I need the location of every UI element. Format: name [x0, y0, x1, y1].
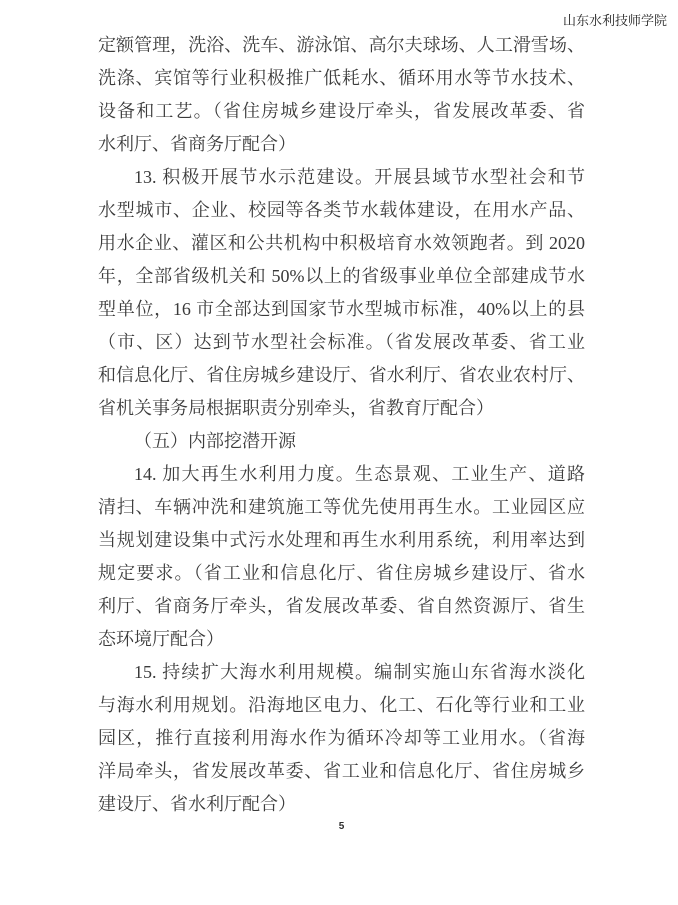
text-line: 当规划建设集中式污水处理和再生水利用系统，利用率达到 [98, 530, 585, 550]
page-number: 5 [338, 821, 345, 832]
text-line: 14. 加大再生水利用力度。生态景观、工业生产、道路 [134, 464, 585, 484]
text-line: 洗涤、宾馆等行业积极推广低耗水、循环用水等节水技术、 [98, 68, 585, 88]
text-line: （五）内部挖潜开源 [134, 431, 296, 451]
text-line: 定额管理，洗浴、洗车、游泳馆、高尔夫球场、人工滑雪场、 [98, 35, 585, 55]
text-line: 态环境厅配合） [98, 629, 224, 649]
text-line: 省机关事务局根据职责分别牵头，省教育厅配合） [98, 398, 494, 418]
document-lines [98, 29, 585, 821]
text-line: 水型城市、企业、校园等各类节水载体建设，在用水产品、 [98, 200, 585, 220]
text-line: 15. 持续扩大海水利用规模。编制实施山东省海水淡化 [134, 662, 585, 682]
text-line: 型单位，16 市全部达到国家节水型城市标准，40%以上的县 [98, 299, 585, 319]
page-header-school-name: 山东水利技师学院 [562, 13, 667, 28]
text-line: 用水企业、灌区和公共机构中积极培育水效领跑者。到 2020 [98, 233, 585, 253]
text-line: 利厅、省商务厅牵头，省发展改革委、省自然资源厅、省生 [98, 596, 585, 616]
text-line: 与海水利用规划。沿海地区电力、化工、石化等行业和工业 [98, 695, 585, 715]
text-line: 洋局牵头，省发展改革委、省工业和信息化厅、省住房城乡 [98, 761, 585, 781]
text-line: 设备和工艺。（省住房城乡建设厅牵头，省发展改革委、省 [98, 101, 585, 121]
text-line: （市、区）达到节水型社会标准。（省发展改革委、省工业 [98, 332, 585, 352]
text-line: 规定要求。（省工业和信息化厅、省住房城乡建设厅、省水 [98, 563, 585, 583]
text-line: 清扫、车辆冲洗和建筑施工等优先使用再生水。工业园区应 [98, 497, 585, 517]
text-line: 年，全部省级机关和 50%以上的省级事业单位全部建成节水 [98, 266, 585, 286]
text-line: 水利厅、省商务厅配合） [98, 134, 296, 154]
text-line: 园区，推行直接利用海水作为循环冷却等工业用水。（省海 [98, 728, 585, 748]
text-line: 和信息化厅、省住房城乡建设厅、省水利厅、省农业农村厅、 [98, 365, 585, 385]
text-line: 13. 积极开展节水示范建设。开展县域节水型社会和节 [134, 167, 585, 187]
text-line: 建设厅、省水利厅配合） [98, 794, 296, 814]
